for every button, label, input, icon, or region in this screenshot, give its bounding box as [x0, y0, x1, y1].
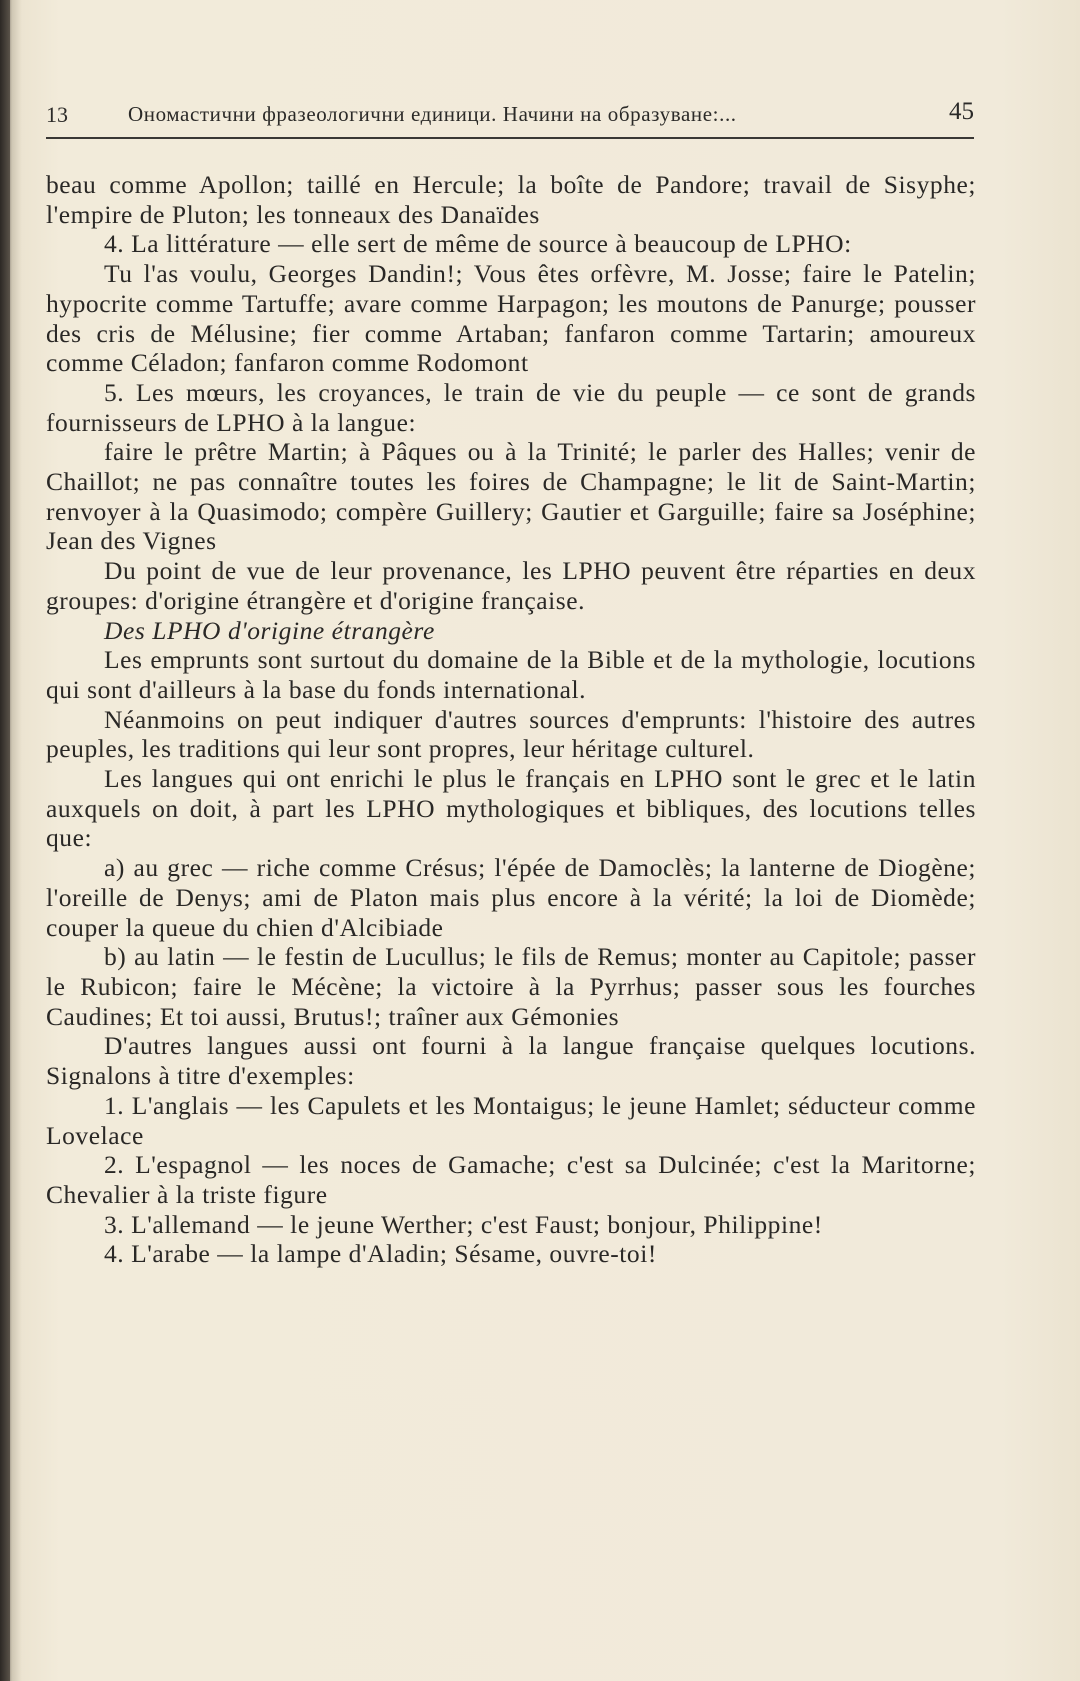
paragraph: 4. L'arabe — la lampe d'Aladin; Sésame, ouvre-toi!	[104, 1239, 657, 1269]
paragraph: 4. La littérature — elle sert de même de source à beaucoup de LPHO:	[104, 229, 852, 259]
chapter-number: 13	[46, 102, 68, 127]
book-spine-shadow	[0, 0, 10, 1681]
page-number: 45	[949, 98, 974, 125]
body-text	[46, 170, 976, 1269]
paragraph: 1. L'anglais — les Capulets et les Montaigus; le jeune Hamlet; séducteur comme Lovelace	[46, 1090, 976, 1150]
paragraph: Les langues qui ont enrichi le plus le français en LPHO sont le grec et le latin auxquels on doit, à part les LPHO mythologiques et bibliques, des locutions telles que:	[46, 764, 976, 853]
header-rule	[46, 137, 974, 139]
paragraph: Du point de vue de leur provenance, les LPHO peuvent être réparties en deux groupes: d'origine étrangère et d'origine française.	[46, 556, 976, 615]
paragraph: a) au grec — riche comme Crésus; l'épée de Damoclès; la lanterne de Diogène; l'oreille de Denys; ami de Platon mais plus encore à la vérité; la loi de Diomède; couper la queue du chien d'Alcibiade	[46, 853, 976, 942]
paragraph: 2. L'espagnol — les noces de Gamache; c'est sa Dulcinée; c'est la Maritorne; Chevalier à la triste figure	[46, 1150, 976, 1209]
paragraph: 5. Les mœurs, les croyances, le train de vie du peuple — ce sont de grands fournisseurs de LPHO à la langue:	[46, 377, 976, 437]
paragraph: Les emprunts sont surtout du domaine de la Bible et de la mythologie, locutions qui sont d'ailleurs à la base du fonds international.	[46, 645, 976, 704]
paragraph: faire le prêtre Martin; à Pâques ou à la Trinité; le parler des Halles; venir de Chaillot; ne pas connaître toutes les foires de Champagne; le lit de Saint-Martin; renvoyer à la Quasimodo; compère Guillery; Gautier et Garguille; faire sa Joséphine; Jean des Vignes	[46, 437, 976, 556]
running-title: Ономастични фразеологични единици. Начини на образуване:...	[128, 102, 737, 126]
paragraph: 3. L'allemand — le jeune Werther; c'est Faust; bonjour, Philippine!	[104, 1209, 823, 1239]
paragraph: Tu l'as voulu, Georges Dandin!; Vous êtes orfèvre, M. Josse; faire le Patelin; hypocrite comme Tartuffe; avare comme Harpagon; les moutons de Panurge; pousser des cris de Mélusine; fier comme Artaban; fanfaron comme Tartarin; amoureux comme Céladon; fanfaron comme Rodomont	[46, 259, 976, 378]
section-heading: Des LPHO d'origine étrangère	[104, 615, 435, 645]
paragraph: Néanmoins on peut indiquer d'autres sources d'emprunts: l'histoire des autres peuples, les traditions qui leur sont propres, leur héritage culturel.	[46, 704, 976, 764]
running-header	[46, 98, 974, 132]
paragraph: b) au latin — le festin de Lucullus; le fils de Remus; monter au Capitole; passer le Rubicon; faire le Mécène; la victoire à la Pyrrhus; passer sous les fourches Caudines; Et toi aussi, Brutus!; traîner aux Gémonies	[46, 942, 976, 1031]
paragraph: D'autres langues aussi ont fourni à la langue française quelques locutions. Signalons à titre d'exemples:	[46, 1031, 976, 1091]
paragraph: beau comme Apollon; taillé en Hercule; la boîte de Pandore; travail de Sisyphe; l'empire de Pluton; les tonneaux des Danaïdes	[46, 170, 976, 229]
